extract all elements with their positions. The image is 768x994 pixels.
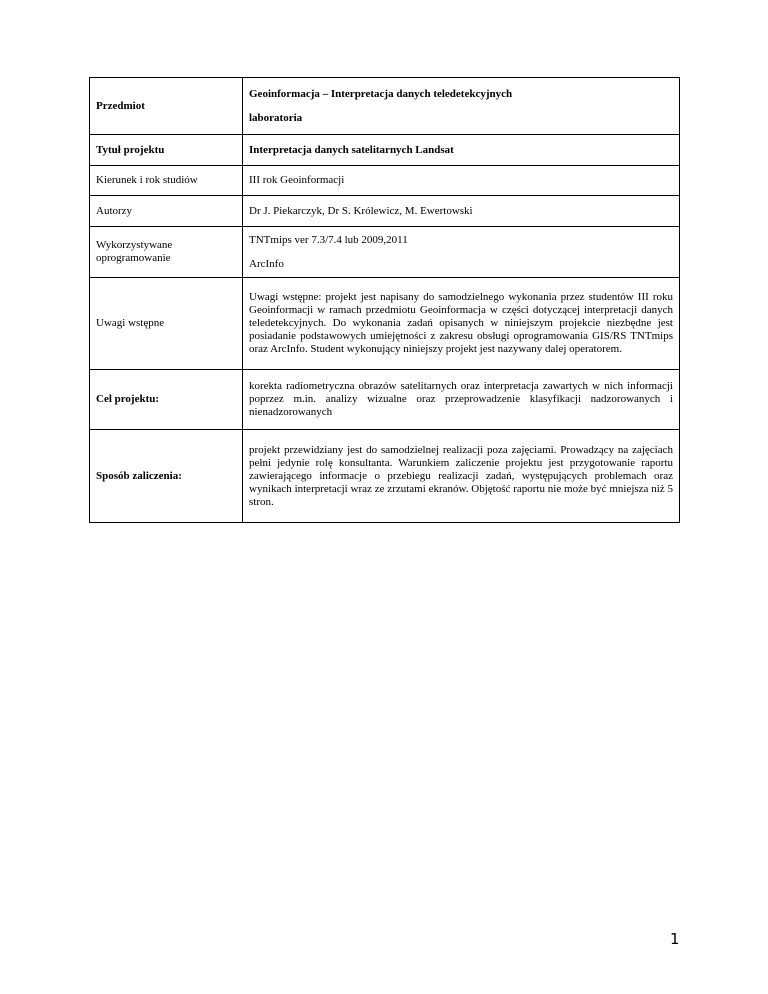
course-value: III rok Geoinformacji [243, 166, 680, 196]
software-label: Wykorzystywane oprogramowanie [90, 227, 243, 278]
page-number: 1 [670, 930, 680, 948]
goal-label: Cel projektu: [90, 370, 243, 430]
table-row-goal [90, 370, 680, 430]
table-row-grading [90, 430, 680, 523]
subject-label: Przedmiot [90, 78, 243, 135]
table-row-authors [90, 196, 680, 227]
notes-value: Uwagi wstępne: projekt jest napisany do samodzielnego wykonania przez studentów III roku Geoinformacji w ramach przedmiotu Geoinformacja w części dotyczącej interpretacji danych teledetekcyjnych. Do wykonania zadań opisanych w niniejszym projekcie niezbędne jest posiadanie podstawowych umiejętności z zakresu obsługi oprogramowania GIS/RS TNTmips oraz ArcInfo. Student wykonujący niniejszy projekt jest nazywany dalej operatorem. [243, 278, 680, 370]
project-info-table [89, 77, 680, 523]
authors-label: Autorzy [90, 196, 243, 227]
notes-label: Uwagi wstępne [90, 278, 243, 370]
grading-label: Sposób zaliczenia: [90, 430, 243, 523]
goal-value: korekta radiometryczna obrazów satelitarnych oraz interpretacja zawartych w nich informacji poprzez m.in. analizy wizualne oraz przeprowadzenie klasyfikacji nadzorowanych i nienadzorowanych [243, 370, 680, 430]
table-row-course [90, 166, 680, 196]
subject-line1: Geoinformacja – Interpretacja danych teledetekcyjnych [249, 87, 513, 100]
table-row-subject [90, 78, 680, 135]
software-line2: ArcInfo [249, 257, 284, 270]
table-row-notes [90, 278, 680, 370]
software-line1: TNTmips ver 7.3/7.4 lub 2009,2011 [249, 233, 408, 246]
course-label: Kierunek i rok studiów [90, 166, 243, 196]
table-row-title [90, 135, 680, 166]
subject-value [243, 78, 680, 135]
table-row-software [90, 227, 680, 278]
title-label: Tytuł projektu [90, 135, 243, 166]
grading-value: projekt przewidziany jest do samodzielnej realizacji poza zajęciami. Prowadzący na zajęciach pełni jedynie rolę konsultanta. Warunkiem zaliczenie projektu jest przygotowanie raportu zawierającego informacje o przebiegu realizacji zadań, występujących problemach oraz wynikach interpretacji wraz ze zrzutami ekranów. Objętość raportu nie może być mniejsza niż 5 stron. [243, 430, 680, 523]
software-value [243, 227, 680, 278]
title-value: Interpretacja danych satelitarnych Landsat [243, 135, 680, 166]
subject-line2: laboratoria [249, 111, 303, 124]
authors-value: Dr J. Piekarczyk, Dr S. Królewicz, M. Ewertowski [243, 196, 680, 227]
